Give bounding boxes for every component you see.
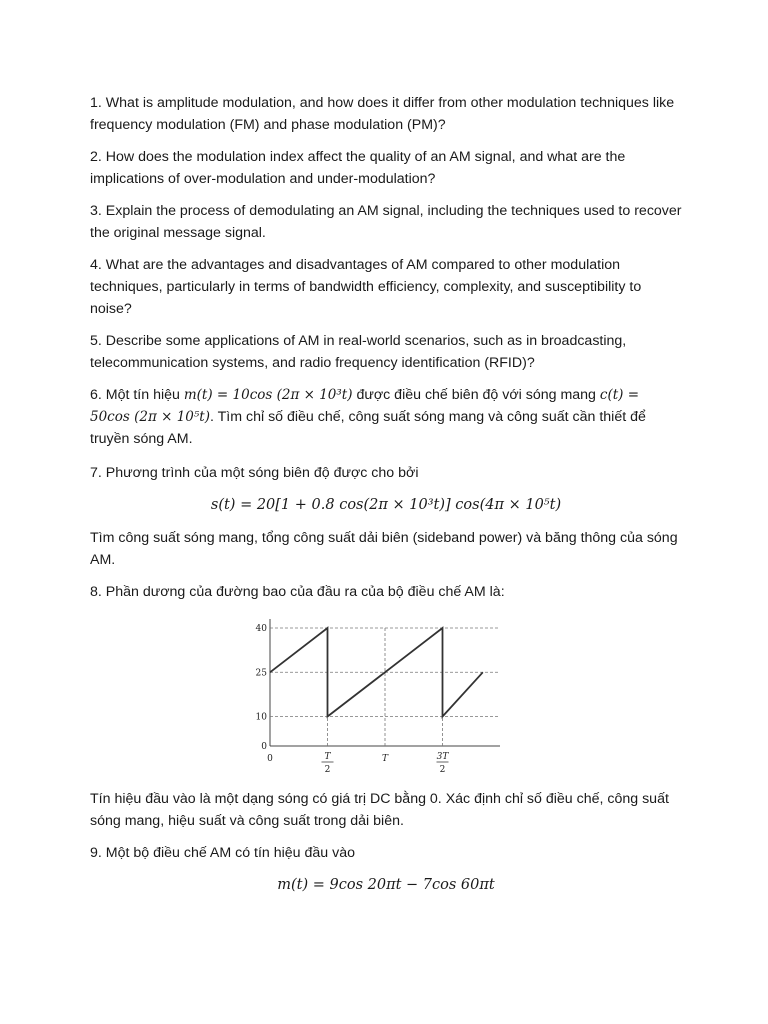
x-tick-label-3T-2-denominator: 2 [439, 765, 446, 775]
question-6-text-3: . Tìm chỉ số điều chế, công suất sóng mang và công suất cần thiết để truyền sóng AM. [90, 409, 646, 447]
question-1: 1. What is amplitude modulation, and how does it differ from other modulation techniques like frequency modulation (FM) and phase modulation (PM)? [90, 95, 675, 133]
y-tick-label-10: 10 [255, 712, 267, 723]
question-7-intro: 7. Phương trình của một sóng biên độ được cho bởi [90, 465, 419, 481]
question-7-task: Tìm công suất sóng mang, tổng công suất dải biên (sideband power) và băng thông của sóng AM. [90, 530, 678, 568]
question-2: 2. How does the modulation index affect the quality of an AM signal, and what are the implications of over-modulation and under-modulation? [90, 149, 626, 187]
envelope-figure [255, 615, 515, 785]
question-6-math-carrier: c(t) = 50cos (2π × 10⁵t) [90, 387, 640, 425]
question-6-text-2: được điều chế biên độ với sóng mang [352, 387, 600, 403]
question-9-equation: m(t) = 9cos 20πt − 7cos 60πt [277, 877, 495, 893]
question-3: 3. Explain the process of demodulating an AM signal, including the techniques used to recover the original message signal. [90, 203, 682, 241]
envelope-chart [255, 615, 515, 780]
question-6 [90, 384, 682, 450]
question-8-task: Tín hiệu đầu vào là một dạng sóng có giá trị DC bằng 0. Xác định chỉ số điều chế, công suất sóng mang, hiệu suất và công suất trong dải biên. [90, 791, 669, 829]
x-tick-label-0: 0 [267, 754, 273, 764]
question-6-text-1: 6. Một tín hiệu [90, 387, 184, 403]
y-tick-label-40: 40 [255, 624, 267, 634]
x-tick-label-T-2-denominator: 2 [324, 765, 331, 775]
y-tick-label-0: 0 [261, 742, 267, 752]
question-9-intro: 9. Một bộ điều chế AM có tín hiệu đầu vào [90, 845, 356, 861]
x-tick-label-T-2-numerator: T [324, 752, 331, 762]
question-7-equation: s(t) = 20[1 + 0.8 cos(2π × 10³t)] cos(4π × 10⁵t) [210, 497, 562, 513]
x-tick-label-3T-2-numerator: 3T [436, 752, 449, 762]
question-5: 5. Describe some applications of AM in real-world scenarios, such as in broadcasting, telecommunication systems, and radio frequency identification (RFID)? [90, 333, 627, 371]
y-tick-label-25: 25 [255, 668, 267, 679]
question-6-math-message: m(t) = 10cos (2π × 10³t) [183, 387, 353, 403]
question-8-intro: 8. Phần dương của đường bao của đầu ra của bộ điều chế AM là: [90, 584, 505, 600]
x-tick-label-T: T [381, 754, 389, 764]
question-4: 4. What are the advantages and disadvantages of AM compared to other modulation techniques, particularly in terms of bandwidth efficiency, complexity, and susceptibility to noise? [90, 257, 642, 317]
